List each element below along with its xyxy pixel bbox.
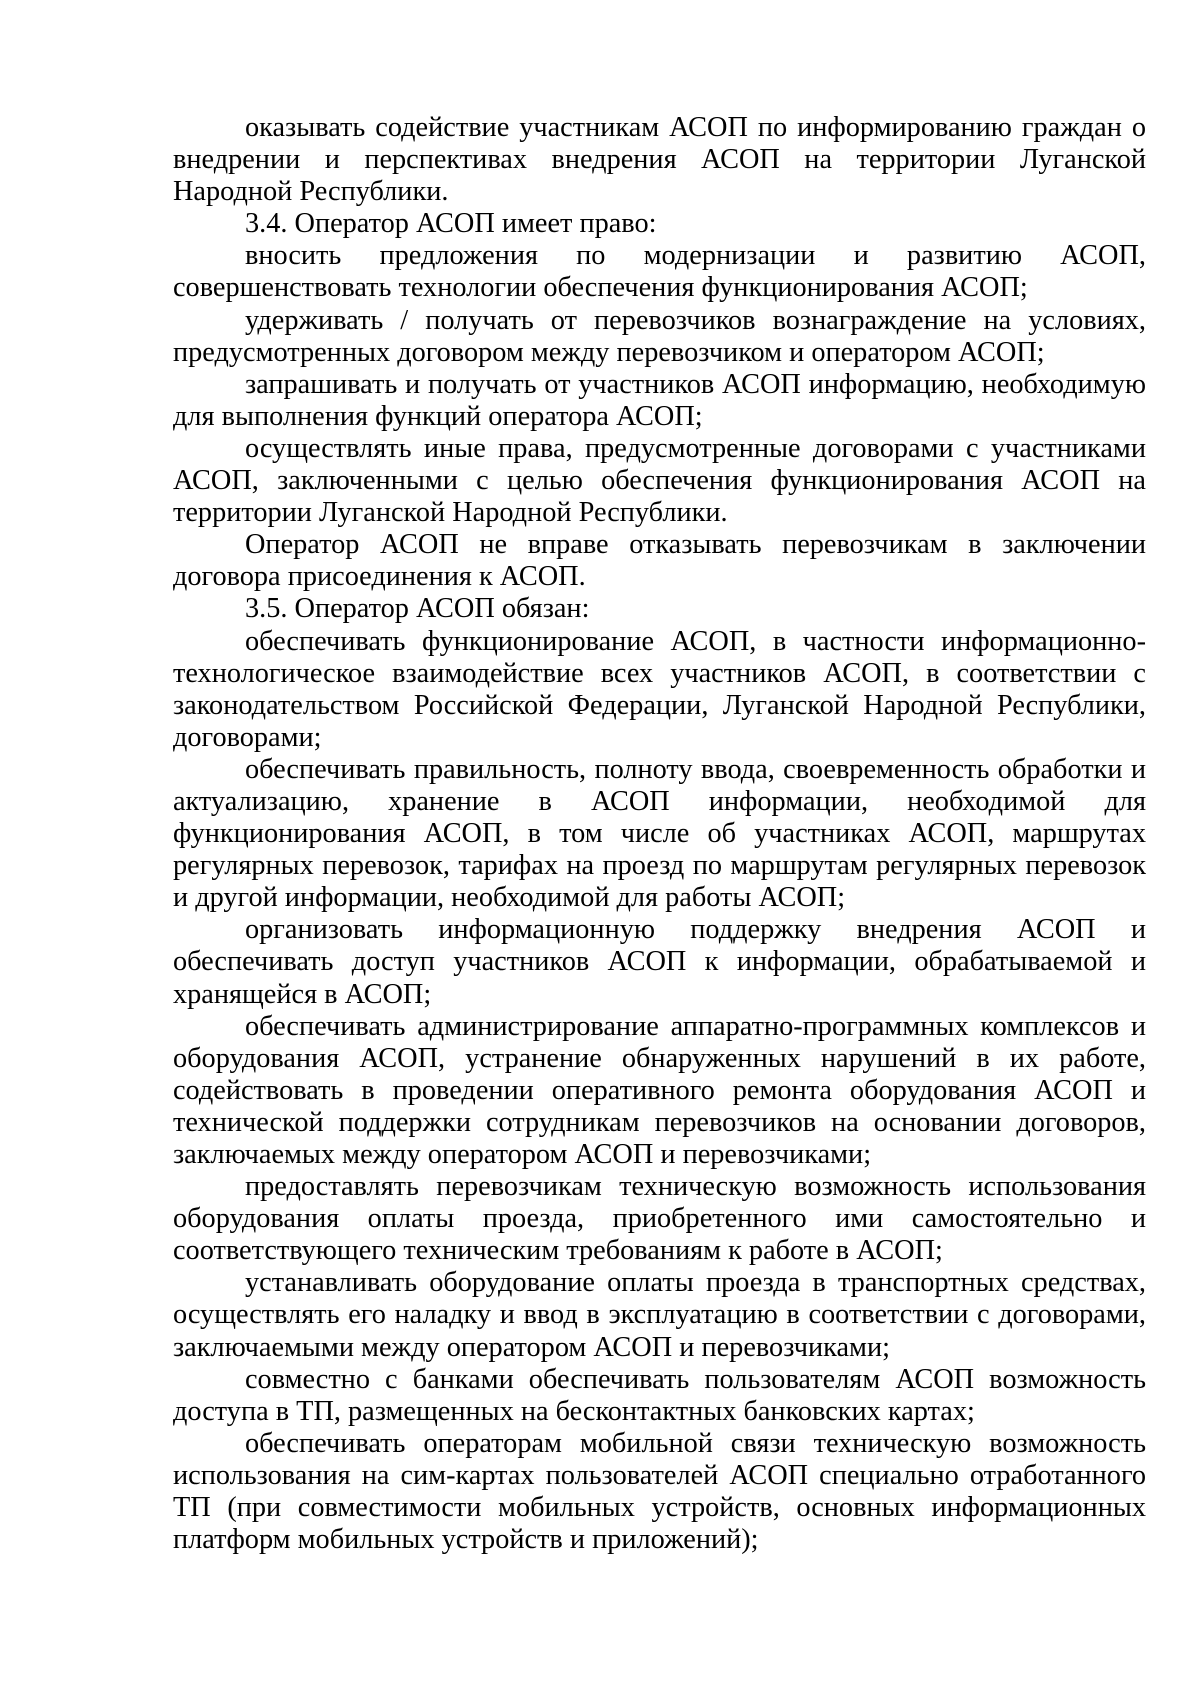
document-page <box>173 112 1146 1556</box>
paragraph: обеспечивать администрирование аппаратно-программных комплексов и оборудования АСОП, устранение обнаруженных нарушений в их работе, содействовать в проведении оперативного ремонта оборудования АСОП и технической поддержки сотрудникам перевозчиков на основании договоров, заключаемых между оператором АСОП и перевозчиками; <box>173 1010 1146 1170</box>
paragraph: оказывать содействие участникам АСОП по информированию граждан о внедрении и перспективах внедрения АСОП на территории Луганской Народной Республики. <box>173 112 1146 208</box>
paragraph: запрашивать и получать от участников АСОП информацию, необходимую для выполнения функций оператора АСОП; <box>173 368 1146 432</box>
paragraph: обеспечивать функционирование АСОП, в частности информационно-технологическое взаимодействие всех участников АСОП, в соответствии с законодательством Российской Федерации, Луганской Народной Республики, договорами; <box>173 625 1146 753</box>
paragraph: осуществлять иные права, предусмотренные договорами с участниками АСОП, заключенными с целью обеспечения функционирования АСОП на территории Луганской Народной Республики. <box>173 432 1146 529</box>
section-heading-3-4: 3.4. Оператор АСОП имеет право: <box>245 208 657 240</box>
paragraph: обеспечивать операторам мобильной связи техническую возможность использования на сим-картах пользователей АСОП специально отработанного ТП (при совместимости мобильных устройств, основных информационных платформ мобильных устройств и приложений); <box>173 1427 1146 1556</box>
paragraph: Оператор АСОП не вправе отказывать перевозчикам в заключении договора присоединения к АСОП. <box>173 529 1146 593</box>
paragraph: обеспечивать правильность, полноту ввода, своевременность обработки и актуализацию, хранение в АСОП информации, необходимой для функционирования АСОП, в том числе об участниках АСОП, маршрутах регулярных перевозок, тарифах на проезд по маршрутам регулярных перевозок и другой информации, необходимой для работы АСОП; <box>173 753 1146 914</box>
paragraph: предоставлять перевозчикам техническую возможность использования оборудования оплаты проезда, приобретенного ими самостоятельно и соответствующего техническим требованиям к работе в АСОП; <box>173 1171 1146 1267</box>
paragraph: удерживать / получать от перевозчиков вознаграждение на условиях, предусмотренных договором между перевозчиком и оператором АСОП; <box>173 304 1146 368</box>
paragraph: вносить предложения по модернизации и развитию АСОП, совершенствовать технологии обеспечения функционирования АСОП; <box>173 240 1146 304</box>
section-heading-3-5: 3.5. Оператор АСОП обязан: <box>245 593 590 625</box>
paragraph: устанавливать оборудование оплаты проезда в транспортных средствах, осуществлять его наладку и ввод в эксплуатацию в соответствии с договорами, заключаемыми между оператором АСОП и перевозчиками; <box>173 1267 1146 1363</box>
paragraph: совместно с банками обеспечивать пользователям АСОП возможность доступа в ТП, размещенных на бесконтактных банковских картах; <box>173 1363 1146 1427</box>
paragraph: организовать информационную поддержку внедрения АСОП и обеспечивать доступ участников АСОП к информации, обрабатываемой и хранящейся в АСОП; <box>173 914 1146 1010</box>
